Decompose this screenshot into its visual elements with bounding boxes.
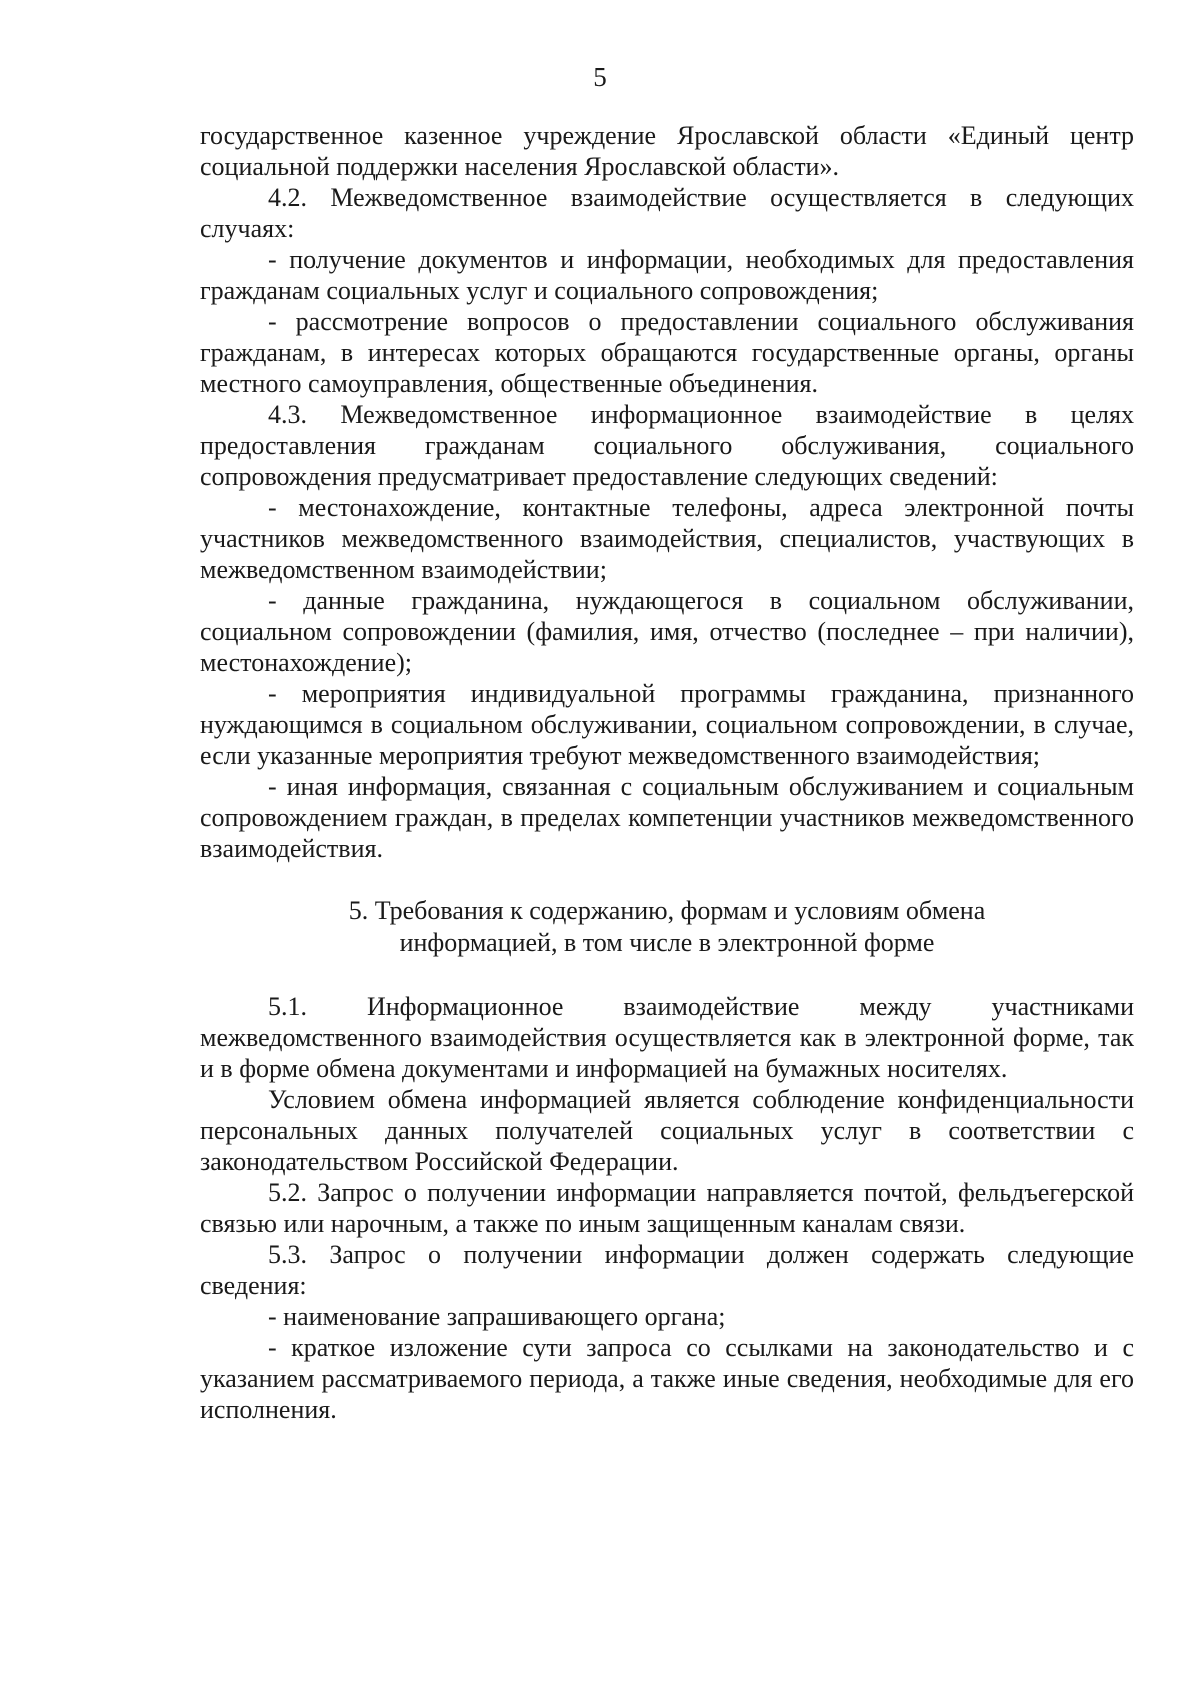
list-item: - рассмотрение вопросов о предоставлении социального обслуживания гражданам, в интересах которых обращаются государственные органы, органы местного самоуправления, общественные объединения.: [200, 307, 1134, 398]
section-heading-line: 5. Требования к содержанию, формам и условиям обмена: [348, 896, 986, 925]
list-item: - краткое изложение сути запроса со ссылками на законодательство и с указанием рассматриваемого периода, а также иные сведения, необходимые для его исполнения.: [200, 1333, 1134, 1424]
list-item: - данные гражданина, нуждающегося в социальном обслуживании, социальном сопровождении (фамилия, имя, отчество (последнее – при наличии), местонахождение);: [200, 586, 1134, 677]
paragraph: Условием обмена информацией является соблюдение конфиденциальности персональных данных получателей социальных услуг в соответствии с законодательством Российской Федерации.: [200, 1085, 1134, 1176]
list-item: - наименование запрашивающего органа;: [268, 1302, 726, 1331]
paragraph-4-3: 4.3. Межведомственное информационное взаимодействие в целях предоставления гражданам социального обслуживания, социального сопровождения предусматривает предоставление следующих сведений:: [200, 400, 1134, 491]
list-item: - мероприятия индивидуальной программы гражданина, признанного нуждающимся в социальном обслуживании, социальном сопровождении, в случае, если указанные мероприятия требуют межведомственного взаимодействия;: [200, 679, 1134, 770]
list-item: - получение документов и информации, необходимых для предоставления гражданам социальных услуг и социального сопровождения;: [200, 245, 1134, 305]
paragraph-5-3: 5.3. Запрос о получении информации должен содержать следующие сведения:: [200, 1240, 1134, 1300]
paragraph-4-2: 4.2. Межведомственное взаимодействие осуществляется в следующих случаях:: [200, 183, 1134, 243]
paragraph-5-2: 5.2. Запрос о получении информации направляется почтой, фельдъегерской связью или нарочным, а также по иным защищенным каналам связи.: [200, 1178, 1134, 1238]
list-item: - местонахождение, контактные телефоны, адреса электронной почты участников межведомственного взаимодействия, специалистов, участвующих в межведомственном взаимодействии;: [200, 493, 1134, 584]
paragraph: государственное казенное учреждение Ярославской области «Единый центр социальной поддержки населения Ярославской области».: [200, 121, 1134, 181]
paragraph-5-1: 5.1. Информационное взаимодействие между участниками межведомственного взаимодействия осуществляется как в электронной форме, так и в форме обмена документами и информацией на бумажных носителях.: [200, 992, 1134, 1083]
document-body: [200, 120, 1134, 1425]
page-number: 5: [593, 62, 607, 92]
section-heading: [220, 895, 1114, 959]
section-heading-line: информацией, в том числе в электронной форме: [399, 928, 935, 957]
list-item: - иная информация, связанная с социальным обслуживанием и социальным сопровождением граждан, в пределах компетенции участников межведомственного взаимодействия.: [200, 772, 1134, 863]
